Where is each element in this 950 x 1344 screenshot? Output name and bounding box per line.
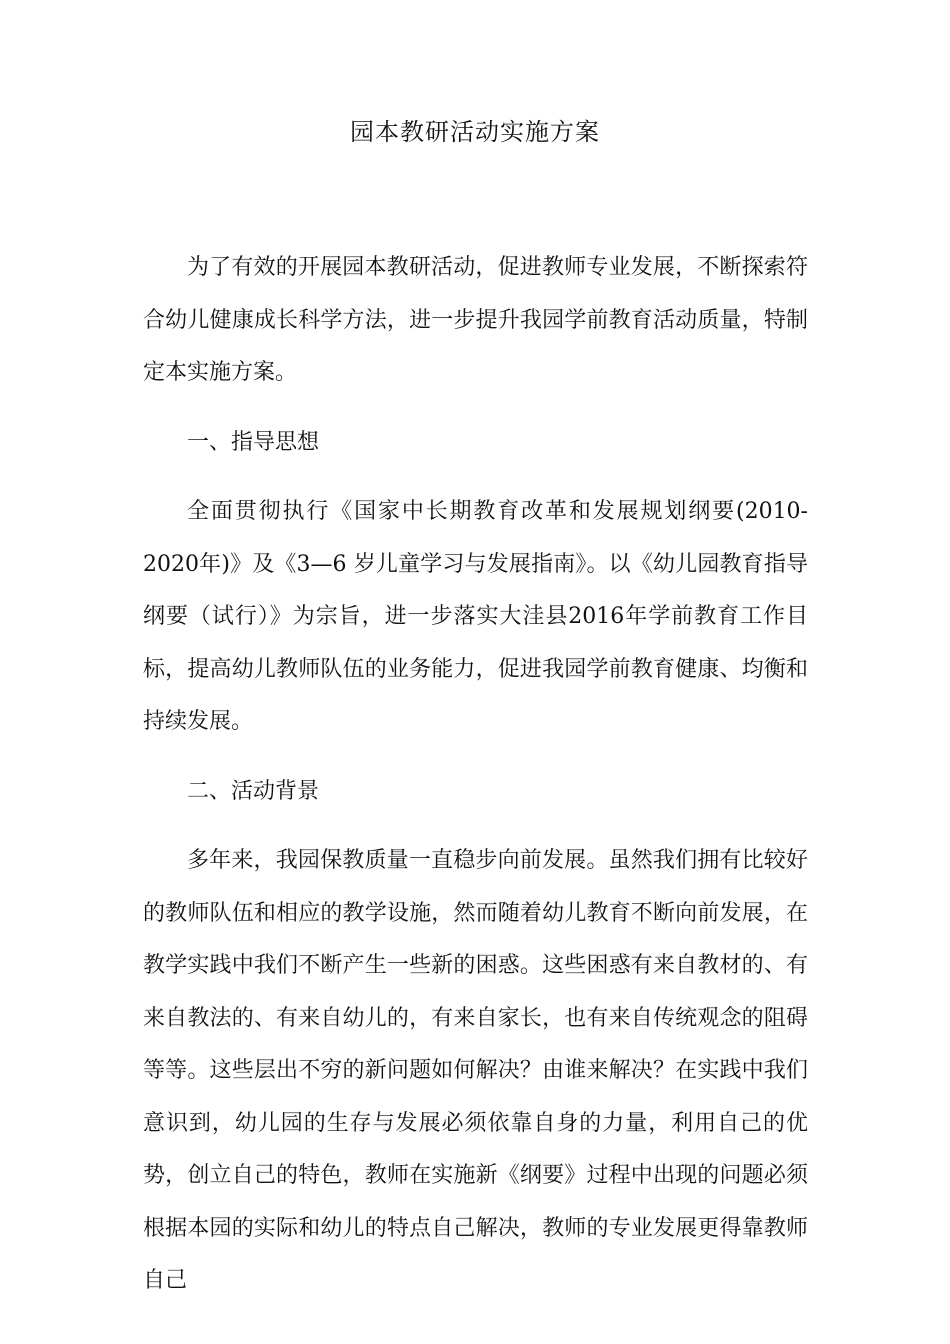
section-heading-guiding-ideology: 一、指导思想 [187, 429, 320, 455]
section-body-guiding-ideology: 全面贯彻执行《国家中长期教育改革和发展规划纲要(2010-2020年)》及《3—6 岁儿童学习与发展指南》。以《幼儿园教育指导纲要（试行）》为宗旨，进一步落实大洼县2016年学前教育工作目标，提高幼儿教师队伍的业务能力，促进我园学前教育健康、均衡和持续发展。 [143, 499, 808, 734]
document-title: 园本教研活动实施方案 [350, 118, 600, 146]
document-body [143, 242, 808, 1308]
section-body-activity-background: 多年来，我园保教质量一直稳步向前发展。虽然我们拥有比较好的教师队伍和相应的教学设施，然而随着幼儿教育不断向前发展，在教学实践中我们不断产生一些新的困惑。这些困惑有来自教材的、有来自教法的、有来自幼儿的，有来自家长，也有来自传统观念的阻碍等等。这些层出不穷的新问题如何解决？由谁来解决？在实践中我们意识到，幼儿园的生存与发展必须依靠自身的力量，利用自己的优势，创立自己的特色，教师在实施新《纲要》过程中出现的问题必须根据本园的实际和幼儿的特点自己解决，教师的专业发展更得靠教师自己 [143, 848, 808, 1293]
intro-paragraph: 为了有效的开展园本教研活动，促进教师专业发展，不断探索符合幼儿健康成长科学方法，进一步提升我园学前教育活动质量，特制定本实施方案。 [143, 255, 808, 385]
paragraph-gap [143, 469, 808, 486]
section-heading-activity-background: 二、活动背景 [187, 778, 320, 804]
paragraph-gap [143, 400, 808, 417]
paragraph-gap [143, 749, 808, 766]
paragraph-gap [143, 818, 808, 835]
